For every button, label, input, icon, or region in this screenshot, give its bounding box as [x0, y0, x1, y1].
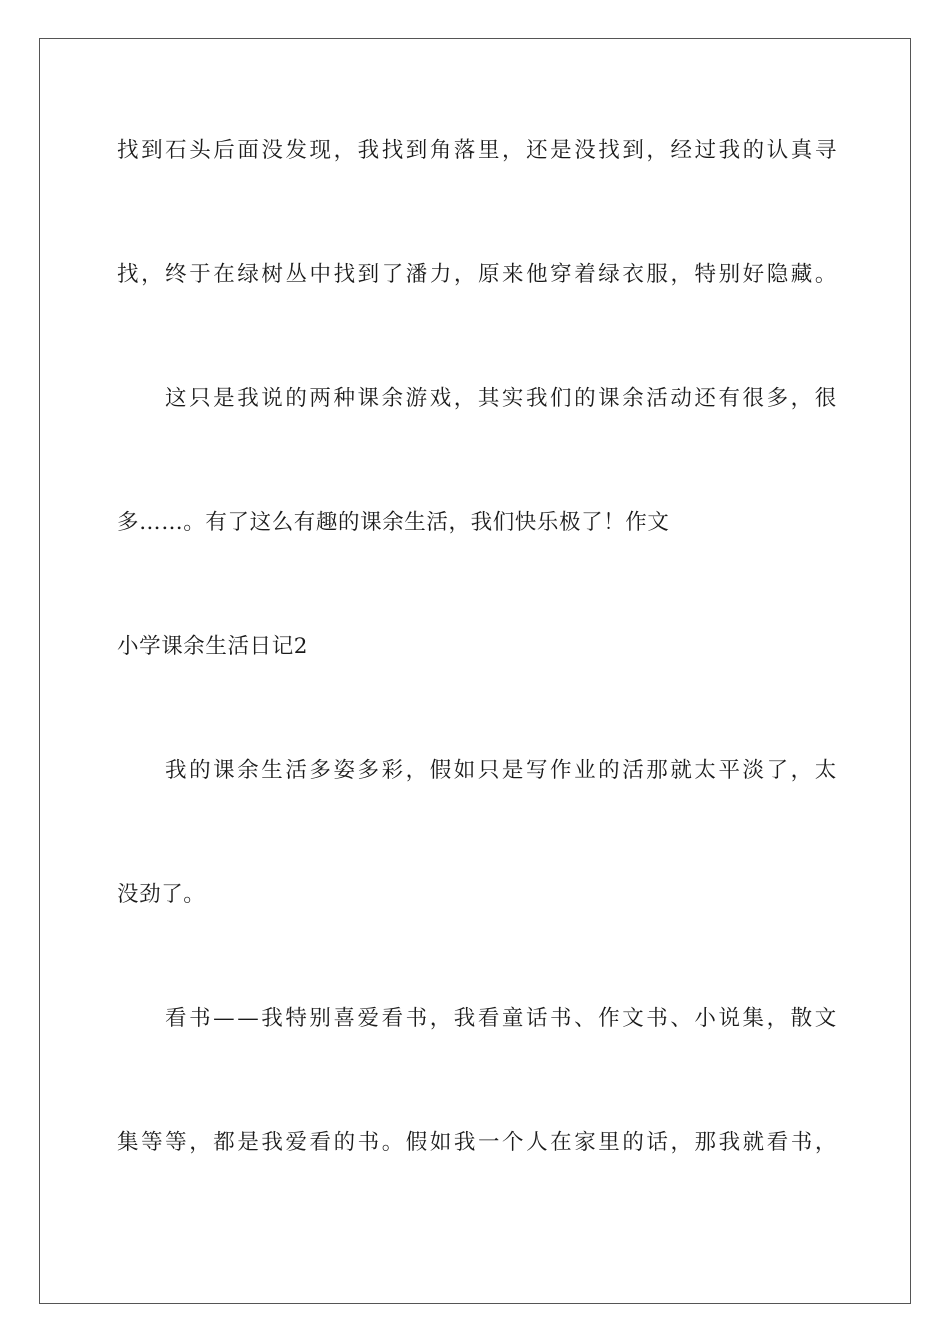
section-heading: 小学课余生活日记2	[117, 634, 309, 659]
paragraph-line-3: 这 只 是 我 说 的 两 种 课 余 游 戏 ， 其 实 我 们 的 课 余 活 动 还 有 很 多 ， 很	[165, 386, 837, 411]
page-border	[39, 38, 911, 1304]
text-line-4: 多……。有了这么有趣的课余生活，我们快乐极了！作文	[117, 510, 670, 535]
paragraph-line-6: 我 的 课 余 生 活 多 姿 多 彩 ， 假 如 只 是 写 作 业 的 活 那 就 太 平 淡 了 ， 太	[165, 758, 837, 783]
text-line-1: 找 到 石 头 后 面 没 发 现 ， 我 找 到 角 落 里 ， 还 是 没 找 到 ， 经 过 我 的 认 真 寻	[117, 138, 837, 163]
text-line-9: 集 等 等 ， 都 是 我 爱 看 的 书 。 假 如 我 一 个 人 在 家 里 的 话 ， 那 我 就 看 书 ，	[117, 1130, 837, 1155]
text-line-7: 没劲了。	[117, 882, 206, 907]
paragraph-line-8: 看 书 — — 我 特 别 喜 爱 看 书 ， 我 看 童 话 书 、 作 文 书 、 小 说 集 ， 散 文	[165, 1006, 837, 1031]
text-line-2: 找 ， 终 于 在 绿 树 丛 中 找 到 了 潘 力 ， 原 来 他 穿 着 绿 衣 服 ， 特 别 好 隐 藏 。	[117, 262, 837, 287]
